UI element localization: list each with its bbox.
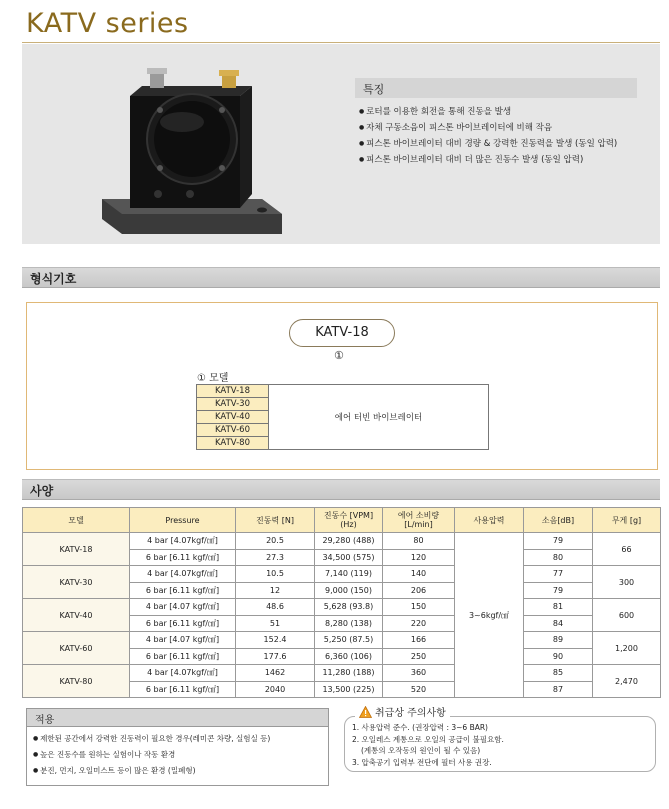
spec-air: 120: [383, 549, 455, 566]
spec-col-air: 에어 소비량 [L/min]: [383, 508, 455, 533]
spec-noise: 79: [524, 582, 593, 599]
spec-air: 206: [383, 582, 455, 599]
spec-weight: 2,470: [593, 665, 661, 698]
spec-force: 20.5: [236, 533, 315, 550]
spec-pressure: 4 bar [4.07kgf/㎠]: [130, 665, 236, 682]
caution-item: 2. 오일레스 계통으로 오일의 공급이 불필요함.: [352, 734, 504, 744]
spec-frequency: 34,500 (575): [315, 549, 383, 566]
model-description: 에어 터빈 바이브레이터: [269, 385, 489, 450]
spec-pressure: 4 bar [4.07kgf/㎠]: [130, 533, 236, 550]
spec-col-operating-pressure: 사용압력: [455, 508, 524, 533]
spec-air: 166: [383, 632, 455, 649]
spec-frequency: 6,360 (106): [315, 648, 383, 665]
spec-operating-pressure: 3~6kgf/㎠: [455, 533, 524, 698]
spec-force: 12: [236, 582, 315, 599]
features-heading: 특징: [355, 78, 637, 98]
spec-model: KATV-60: [23, 632, 130, 665]
model-label: ① 모델: [197, 373, 229, 384]
spec-frequency: 11,280 (188): [315, 665, 383, 682]
application-item: ● 제한된 공간에서 강력한 진동력이 필요한 경우(레미콘 차량, 실험실 등): [33, 731, 328, 747]
hero-panel: [22, 44, 660, 244]
model-cell: KATV-40: [197, 411, 269, 424]
spec-pressure: 6 bar [6.11 kgf/㎠]: [130, 582, 236, 599]
spec-pressure: 4 bar [4.07 kgf/㎠]: [130, 632, 236, 649]
feature-item: ● 자체 구동소음이 피스톤 바이브레이터에 비해 작음: [359, 120, 637, 136]
spec-air: 520: [383, 681, 455, 698]
spec-noise: 77: [524, 566, 593, 583]
spec-header-row: [23, 508, 661, 533]
spec-section-header: [22, 479, 660, 500]
spec-col-noise: 소음[dB]: [524, 508, 593, 533]
caution-item: 3. 압축공기 입력부 전단에 필터 사용 권장.: [352, 757, 492, 767]
spec-noise: 80: [524, 549, 593, 566]
model-code-pill: KATV-18: [289, 319, 395, 347]
model-code-marker: ①: [334, 349, 344, 362]
spec-air: 150: [383, 599, 455, 616]
spec-frequency: 7,140 (119): [315, 566, 383, 583]
model-table: [196, 384, 489, 450]
spec-air: 220: [383, 615, 455, 632]
caution-heading: 취급상 주의사항: [375, 708, 446, 719]
spec-force: 177.6: [236, 648, 315, 665]
spec-force: 51: [236, 615, 315, 632]
application-list: [27, 727, 328, 779]
vibrator-product-image: [92, 64, 292, 234]
spec-noise: 79: [524, 533, 593, 550]
spec-col-model: 모델: [23, 508, 130, 533]
spec-weight: 600: [593, 599, 661, 632]
spec-force: 2040: [236, 681, 315, 698]
table-row: [23, 665, 661, 682]
spec-frequency: 9,000 (150): [315, 582, 383, 599]
warning-icon: [359, 706, 372, 718]
spec-noise: 85: [524, 665, 593, 682]
spec-model: KATV-18: [23, 533, 130, 566]
table-row: [23, 566, 661, 583]
features-list: [355, 104, 637, 168]
spec-force: 48.6: [236, 599, 315, 616]
spec-table: [22, 507, 661, 698]
model-cell: KATV-80: [197, 437, 269, 450]
application-item: ● 높은 진동수를 원하는 실험이나 작동 환경: [33, 747, 328, 763]
spec-pressure: 4 bar [4.07 kgf/㎠]: [130, 599, 236, 616]
spec-noise: 89: [524, 632, 593, 649]
spec-force: 152.4: [236, 632, 315, 649]
spec-model: KATV-40: [23, 599, 130, 632]
model-cell: KATV-18: [197, 385, 269, 398]
spec-frequency: 8,280 (138): [315, 615, 383, 632]
spec-pressure: 6 bar [6.11 kgf/㎠]: [130, 549, 236, 566]
model-cell: KATV-30: [197, 398, 269, 411]
spec-noise: 90: [524, 648, 593, 665]
spec-noise: 81: [524, 599, 593, 616]
spec-force: 1462: [236, 665, 315, 682]
feature-item: ● 피스톤 바이브레이터 대비 경량 & 강력한 진동력을 발생 (동일 압력): [359, 136, 637, 152]
caution-item: 1. 사용압력 준수. (권장압력 : 3~6 BAR): [352, 723, 488, 732]
feature-item: ● 피스톤 바이브레이터 대비 더 많은 진동수 발생 (동일 압력): [359, 152, 637, 168]
table-row: [23, 632, 661, 649]
spec-pressure: 4 bar [4.07kgf/㎠]: [130, 566, 236, 583]
feature-item: ● 로터를 이용한 회전을 통해 진동을 발생: [359, 104, 637, 120]
spec-pressure: 6 bar [6.11 kgf/㎠]: [130, 648, 236, 665]
spec-air: 80: [383, 533, 455, 550]
spec-frequency: 29,280 (488): [315, 533, 383, 550]
spec-col-frequency: 진동수 [VPM] (Hz): [315, 508, 383, 533]
spec-col-weight: 무게 [g]: [593, 508, 661, 533]
spec-frequency: 5,250 (87.5): [315, 632, 383, 649]
page-title: KATV series: [26, 8, 189, 39]
model-code-heading: 형식기호: [30, 272, 77, 286]
spec-frequency: 5,628 (93.8): [315, 599, 383, 616]
spec-col-pressure: Pressure: [130, 508, 236, 533]
caution-list: [352, 722, 504, 768]
spec-force: 10.5: [236, 566, 315, 583]
caution-item: (계통의 오작동의 원인이 될 수 있음): [361, 746, 481, 755]
spec-air: 140: [383, 566, 455, 583]
title-divider: [22, 42, 660, 43]
features-panel: [355, 78, 637, 168]
spec-noise: 84: [524, 615, 593, 632]
spec-model: KATV-30: [23, 566, 130, 599]
spec-pressure: 6 bar [6.11 kgf/㎠]: [130, 681, 236, 698]
model-code-section-header: [22, 267, 660, 288]
application-item: ● 분진, 먼지, 오일미스트 등이 많은 환경 (밀폐형): [33, 763, 328, 779]
caution-title: [355, 704, 450, 719]
spec-force: 27.3: [236, 549, 315, 566]
spec-weight: 300: [593, 566, 661, 599]
spec-air: 360: [383, 665, 455, 682]
spec-col-force: 진동력 [N]: [236, 508, 315, 533]
application-panel: [26, 708, 329, 786]
table-row: [23, 533, 661, 550]
spec-heading: 사양: [30, 484, 54, 498]
spec-weight: 66: [593, 533, 661, 566]
spec-model: KATV-80: [23, 665, 130, 698]
spec-noise: 87: [524, 681, 593, 698]
model-cell: KATV-60: [197, 424, 269, 437]
spec-pressure: 6 bar [6.11 kgf/㎠]: [130, 615, 236, 632]
spec-weight: 1,200: [593, 632, 661, 665]
table-row: [23, 599, 661, 616]
spec-air: 250: [383, 648, 455, 665]
application-heading: 적용: [27, 709, 328, 727]
spec-frequency: 13,500 (225): [315, 681, 383, 698]
